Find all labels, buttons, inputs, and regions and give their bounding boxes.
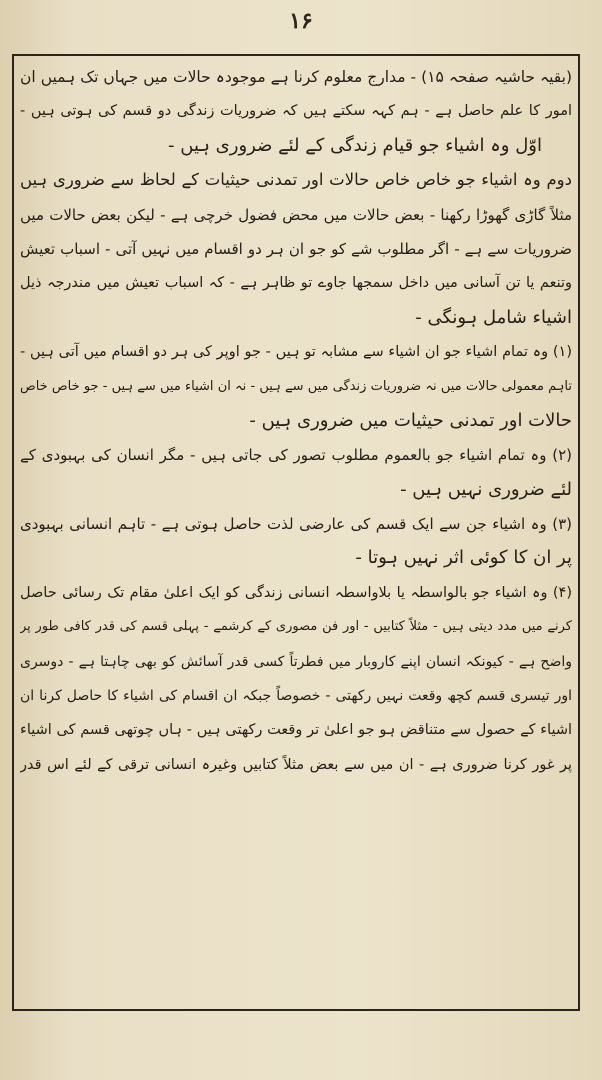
text-line: حالات اور تمدنی حیثیات میں ضروری ہیں -: [249, 409, 572, 431]
page-number: ۱۶: [289, 8, 313, 34]
text-line: ضروریات سے ہے - اگر مطلوب شے کو جو ان ہر دو اقسام میں نہیں آتی - اسباب تعیش: [20, 239, 572, 258]
text-line: (بقیہ حاشیہ صفحہ ۱۵) - مدارج معلوم کرنا ہے موجودہ حالات میں جہاں تک ہمیں ان: [20, 68, 572, 86]
text-line: اور تیسری قسم کچھ وقعت نہیں رکھتی - خصوصاً جبکہ ان اقسام کی اشیاء کا حاصل کرنا ان: [20, 688, 572, 705]
text-line: دوم وہ اشیاء جو خاص خاص حالات اور تمدنی حیثیات کے لحاظ سے ضروری ہیں: [20, 170, 572, 190]
text-line: اشیاء شامل ہونگی -: [415, 306, 572, 328]
text-line: امور کا علم حاصل ہے - ہم کہہ سکتے ہیں کہ ضروریات زندگی دو قسم کی ہوتی ہیں -: [20, 103, 572, 120]
text-line: اوّل وہ اشیاء جو قیام زندگی کے لئے ضروری ہیں -: [168, 134, 542, 156]
text-line: (۲) وہ تمام اشیاء جو بالعموم مطلوب تصور کی جاتی ہیں - مگر انسان کی بہبودی کے: [20, 446, 572, 465]
text-line: (۱) وہ تمام اشیاء جو ان اشیاء سے مشابہ تو ہیں - جو اوپر کی ہر دو اقسام میں آتی ہیں -: [20, 344, 572, 361]
text-line: تاہم معمولی حالات میں نہ ضروریات زندگی میں سے ہیں - نہ ان اشیاء میں سے ہیں - جو خاص خاص: [20, 378, 572, 394]
text-line: (۳) وہ اشیاء جن سے ایک قسم کی عارضی لذت حاصل ہوتی ہے - تاہم انسانی بہبودی: [20, 515, 572, 534]
text-line: اشیاء کے حصول سے متناقض ہو جو اعلیٰ تر وقعت رکھتی ہیں - ہاں چوتھی قسم کی اشیاء: [20, 722, 572, 739]
text-line: پر ان کا کوئی اثر نہیں ہوتا -: [355, 547, 572, 569]
text-line: واضح ہے - کیونکہ انسان اپنے کاروبار میں فطرتاً کسی قدر آسائش کو بھی چاہتا ہے - دوسری: [20, 653, 572, 670]
text-line: وتنعم یا تن آسانی میں داخل سمجھا جاوے تو ظاہر ہے - کہ اسباب تعیش میں مندرجہ ذیل: [20, 275, 572, 292]
body-text: [20, 60, 572, 782]
text-line: مثلاً گاڑی گھوڑا رکھنا - بعض حالات میں محض فضول خرچی ہے - لیکن بعض حالات میں: [20, 205, 572, 224]
text-line: لئے ضروری نہیں ہیں -: [400, 478, 572, 500]
text-line: پر غور کرنا ضروری ہے - ان میں سے بعض مثلاً کتابیں وغیرہ انسانی ترقی کے لئے اس قدر: [20, 756, 572, 773]
text-line: کرنے میں مدد دیتی ہیں - مثلاً کتابیں - اور فن مصوری کے کرشمے - پہلی قسم کی قدر کافی طور پر: [20, 619, 572, 635]
text-line: (۴) وہ اشیاء جو بالواسطہ یا بلاواسطہ انسانی زندگی کو ایک اعلیٰ مقام تک رسائی حاصل: [20, 584, 572, 601]
